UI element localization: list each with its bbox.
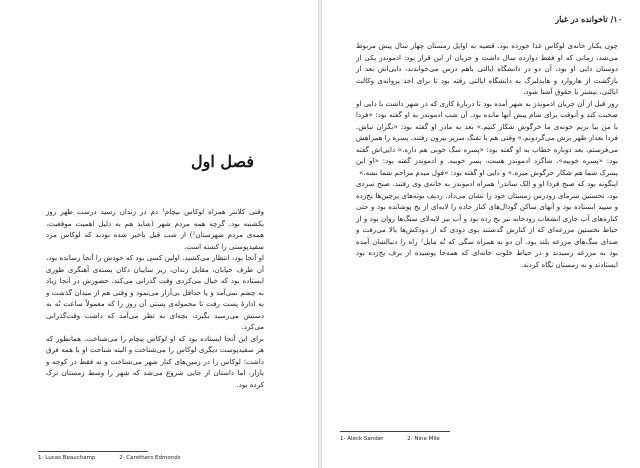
footnote-divider — [38, 451, 148, 452]
paragraph: وقتی کلانتر همراه لوکاس بیچام¹ دم در زندان رسید درست ظهر روز یکشنبه بود. گرچه همه مردم شهر (شاید هم به دلیل اهمیت موقعیت، همه‌ی مردم شهرستان²) از شب قبل باخبر شده بودند که لوکاس مرد سفیدپوستی را کشته است. — [46, 207, 265, 251]
footnotes — [340, 436, 440, 443]
footnote: 2- Nine Mile — [407, 436, 440, 442]
paragraph: اینگونه بود که صبح فردا او و الک ساندر¹ همراه ادموندز به خانه‌ی وی رفتند. صبح سردی بود، نخستین سرمای زودرس زمستان خود را نشان می‌داد. ردیف بوته‌های پرچین‌ها یخ‌زده و سپید ایستاده بود و آنهای ساکن گودال‌های کنار جاده را لایه‌ای از یخ پوشانده بود و حتی کناره‌های آب جاری انشعاب رودخانه نیز یخ زده بود و آب نیز لابه‌لای سنگ‌ها روان بود و از حیاط نخستین مزرعه‌ای که از کنارش گذشتند بوی دودی که از دودکش‌ها بالا می‌رفت و صدای سگ‌های مزرعه بلند بود. آن دو به همراه سگی که نُه مایل² راه را دنبالشان آمده بود به مزرعه رسیدند و در حیاط خلوت خانه‌ای که همه‌جا پوشیده از برف یخ‌زده بود ایستادند و به زمستان نگاه کردند. — [356, 179, 618, 269]
left-page — [0, 0, 318, 468]
footnote: 2- Carothers Edmonds — [119, 455, 181, 461]
chapter-title: فصل اول — [190, 152, 254, 171]
paragraph: برای این آنجا ایستاده بود که او لوکاس بیچام را می‌شناخت. همانطور که هر سفیدپوست دیگری لوکاس را می‌شناخت و البته شناخت او با همه فرق داشت؛ لوکاس را در زمین‌های کنار شهر می‌شناخت و نه فقط در کوچه و بازار، اما داستان از جایی شروع می‌شد که شهر را وسط زمستان ترک کرده بود. — [46, 333, 264, 389]
right-page — [322, 0, 640, 468]
paragraph: چون یکبار خانه‌ی لوکاس غذا خورده بود. قضیه به اوایل زمستان چهار سال پیش مربوط می‌شد، زمانی که او فقط دوازده سال داشت و جریان از این قرار بود: ادموندز یکی از دوستان دایی او بود، آن دو در دانشگاه ایالتی باهم درس می‌خواندند، دایی‌اش بعد از بازگشت از هاروارد و هایدلبرگ به دانشگاه ایالتی رفته بود تا برای اخذ پروانه‌ی وکالت ایالتی، بیشتر با حقوق آشنا شود. — [356, 41, 618, 96]
footnote-divider — [340, 431, 450, 432]
running-head: ۱۰/ تاخوانده در غبار — [555, 14, 622, 24]
footnote: 1- Aleck Sander — [340, 436, 384, 442]
footnote: 1- Lucas Beauchamp — [38, 455, 96, 461]
paragraph: او آنجا بود، انتظار می‌کشید. اولین کسی بود که خودش را آنجا رسانده بود، آن طرف خیابان، مقابل زندان، زیر سایبان دکان بسته‌ی آهنگری طوری ایستاده بود که خیال می‌کردی وقت گذرانی می‌کند، حضورش در آنجا زیاد به چشم نمی‌آمد و یا حداقل بی‌آزار می‌نمود و وقتی هم از میدان گذشت و به ادارهٔ پست رفت تا محموله‌ی پستی آن روز را که معمولاً ساعت نُه به دستش می‌رسید بگیرد، بچه‌ای به نظر می‌آمد که داشت وقت‌گذرانی می‌کرد. — [46, 253, 264, 331]
footnotes — [38, 455, 181, 462]
right-page-body — [356, 40, 618, 270]
left-page-body — [46, 206, 264, 390]
paragraph: روز قبل از آن جریان ادموندز به شهر آمده بود تا دربارهٔ کاری که در شهر داشت با دایی او صحبت کند و آنوقت برای شام پیش آنها مانده بود. آن شب ادموندز به او گفته بود: «فردا با من بیا بریم خونه‌ی ما خرگوش شکار کنیم.» بعد به مادر او گفته بود: «نگران نباش. فردا بعداز ظهر برش می‌گردونم.» وقتی هم با تفنگ سرپر بیرون رفتند، پسره را همراهش می‌فرستم، بعد دوباره خطاب به او گفته بود: «پسره سگ خوبی هم داره.» دایی‌اش گفته بود: «پسره خوبیه». شاگرد ادموندز هست، پسر خوبیه. و ادموندز گفته بود: «او این پسرک شما هم شکار خرگوش میره.» و دایی او گفته بود: «قول میدم مزاحم شما نشه.» — [356, 98, 618, 177]
